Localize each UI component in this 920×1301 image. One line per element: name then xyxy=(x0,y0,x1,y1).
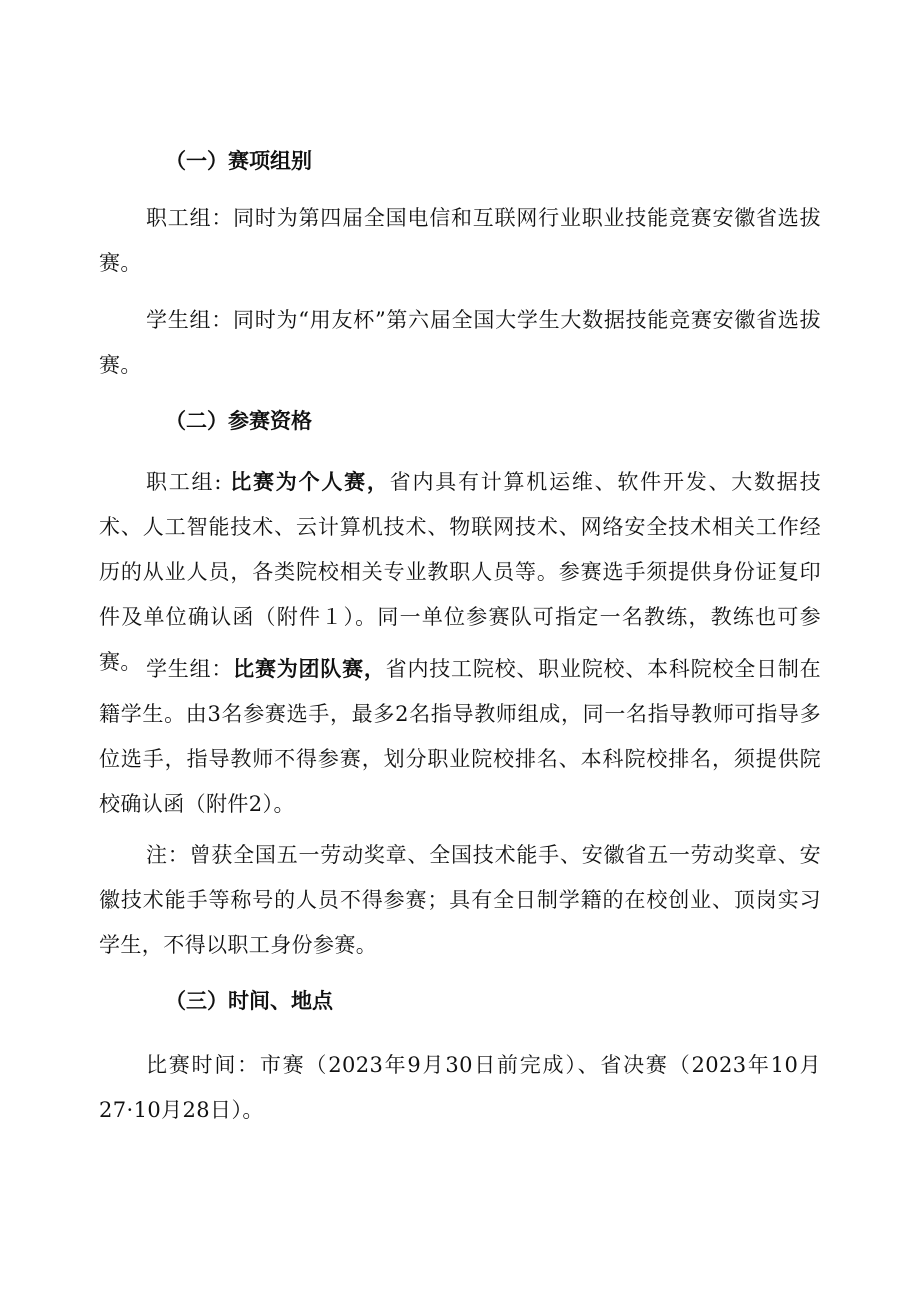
staff-group-label: 职工组: xyxy=(146,470,231,494)
paragraph-note: 注：曾获全国五一劳动奖章、全国技术能手、安徽省五一劳动奖章、安徽技术能手等称号的人员不得参赛；具有全日制学籍的在校创业、顶岗实习学生，不得以职工身份参赛。 xyxy=(99,843,821,957)
paragraph-competition-time: 比赛时间：市赛（2023年9月30日前完成）、省决赛（2023年10月27·10月28日）。 xyxy=(99,1053,821,1122)
section-heading-time-place: （三）时间、地点 xyxy=(165,988,333,1013)
paragraph-student-group: 学生组：同时为“用友杯”第六届全国大学生大数据技能竞赛安徽省选拔赛。 xyxy=(99,308,821,377)
student-group-label: 学生组： xyxy=(146,657,234,681)
paragraph-staff-group: 职工组：同时为第四届全国电信和互联网行业职业技能竞赛安徽省选拔赛。 xyxy=(99,206,821,275)
paragraph-student-eligibility xyxy=(99,646,821,827)
section-heading-eligibility: （二）参赛资格 xyxy=(165,408,312,433)
student-competition-type: 比赛为团队赛， xyxy=(233,656,386,681)
staff-eligibility-text: 省内具有计算机运维、软件开发、大数据技术、人工智能技术、云计算机技术、物联网技术、网络安全技术相关工作经历的从业人员，各类院校相关专业教职人员等。参赛选手须提供身份证复印件及单位确认函（附件１）。同一单位参赛队可指定一名教练，教练也可参赛。 xyxy=(99,470,821,674)
section-heading-groups: （一）赛项组别 xyxy=(165,148,312,173)
student-eligibility-text: 省内技工院校、职业院校、本科院校全日制在籍学生。由3名参赛选手，最多2名指导教师组成，同一名指导教师可指导多位选手，指导教师不得参赛，划分职业院校排名、本科院校排名，须提供院校确认函（附件2）。 xyxy=(99,657,822,816)
staff-competition-type: 比赛为个人赛， xyxy=(230,469,390,494)
